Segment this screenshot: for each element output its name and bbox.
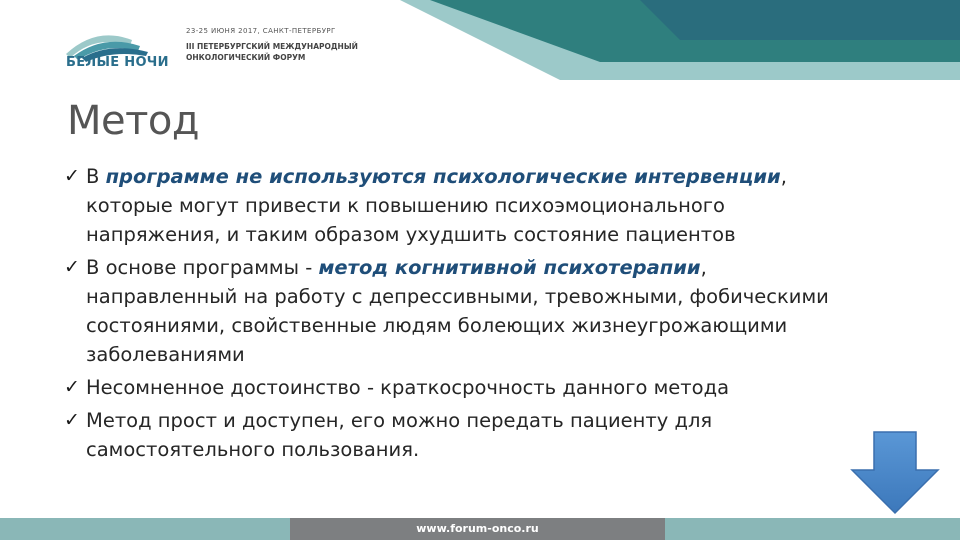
event-date: 23-25 ИЮНЯ 2017, САНКТ-ПЕТЕРБУРГ: [186, 27, 336, 35]
bullet-text: Метод прост и доступен, его можно передать пациенту для самостоятельного пользования.: [86, 409, 713, 461]
logo-text: БЕЛЫЕ НОЧИ: [66, 55, 169, 70]
bullet-text: , направленный на работу с депрессивными, тревожными, фобическими состояниями, свойственные людям болеющих жизнеугрожающими заболеваниями: [86, 256, 829, 366]
bullet-text: В основе программы -: [86, 256, 319, 279]
bullet-item: [64, 373, 864, 402]
bullet-text: Несомненное достоинство - краткосрочность данного метода: [86, 376, 730, 399]
bullet-text: , которые могут привести к повышению психоэмоционального напряжения, и таким образом ухудшить состояние пациентов: [86, 165, 787, 246]
event-name-line2: ОНКОЛОГИЧЕСКИЙ ФОРУМ: [186, 53, 306, 62]
checkmark-icon: ✓: [64, 376, 80, 398]
bullet-item: [64, 406, 864, 464]
bullet-emphasis: программе не используются психологические интервенции: [105, 165, 781, 188]
footer: [0, 518, 960, 540]
bullet-text: В: [86, 165, 106, 188]
footer-left-band: [0, 518, 290, 540]
footer-url-link[interactable]: www.forum-onco.ru: [416, 522, 539, 535]
event-info: [186, 27, 416, 63]
down-arrow-icon[interactable]: [850, 430, 940, 515]
checkmark-icon: ✓: [64, 409, 80, 431]
bullet-item: [64, 162, 864, 249]
bullet-list: [64, 162, 864, 464]
footer-right-band: [665, 518, 960, 540]
bullet-item: [64, 253, 864, 369]
event-name-line1: III ПЕТЕРБУРГСКИЙ МЕЖДУНАРОДНЫЙ: [186, 42, 358, 51]
checkmark-icon: ✓: [64, 165, 80, 187]
logo-arcs-icon: [60, 20, 180, 80]
bullet-emphasis: метод когнитивной психотерапии: [318, 256, 701, 279]
slide-title: Метод: [67, 98, 200, 144]
checkmark-icon: ✓: [64, 256, 80, 278]
